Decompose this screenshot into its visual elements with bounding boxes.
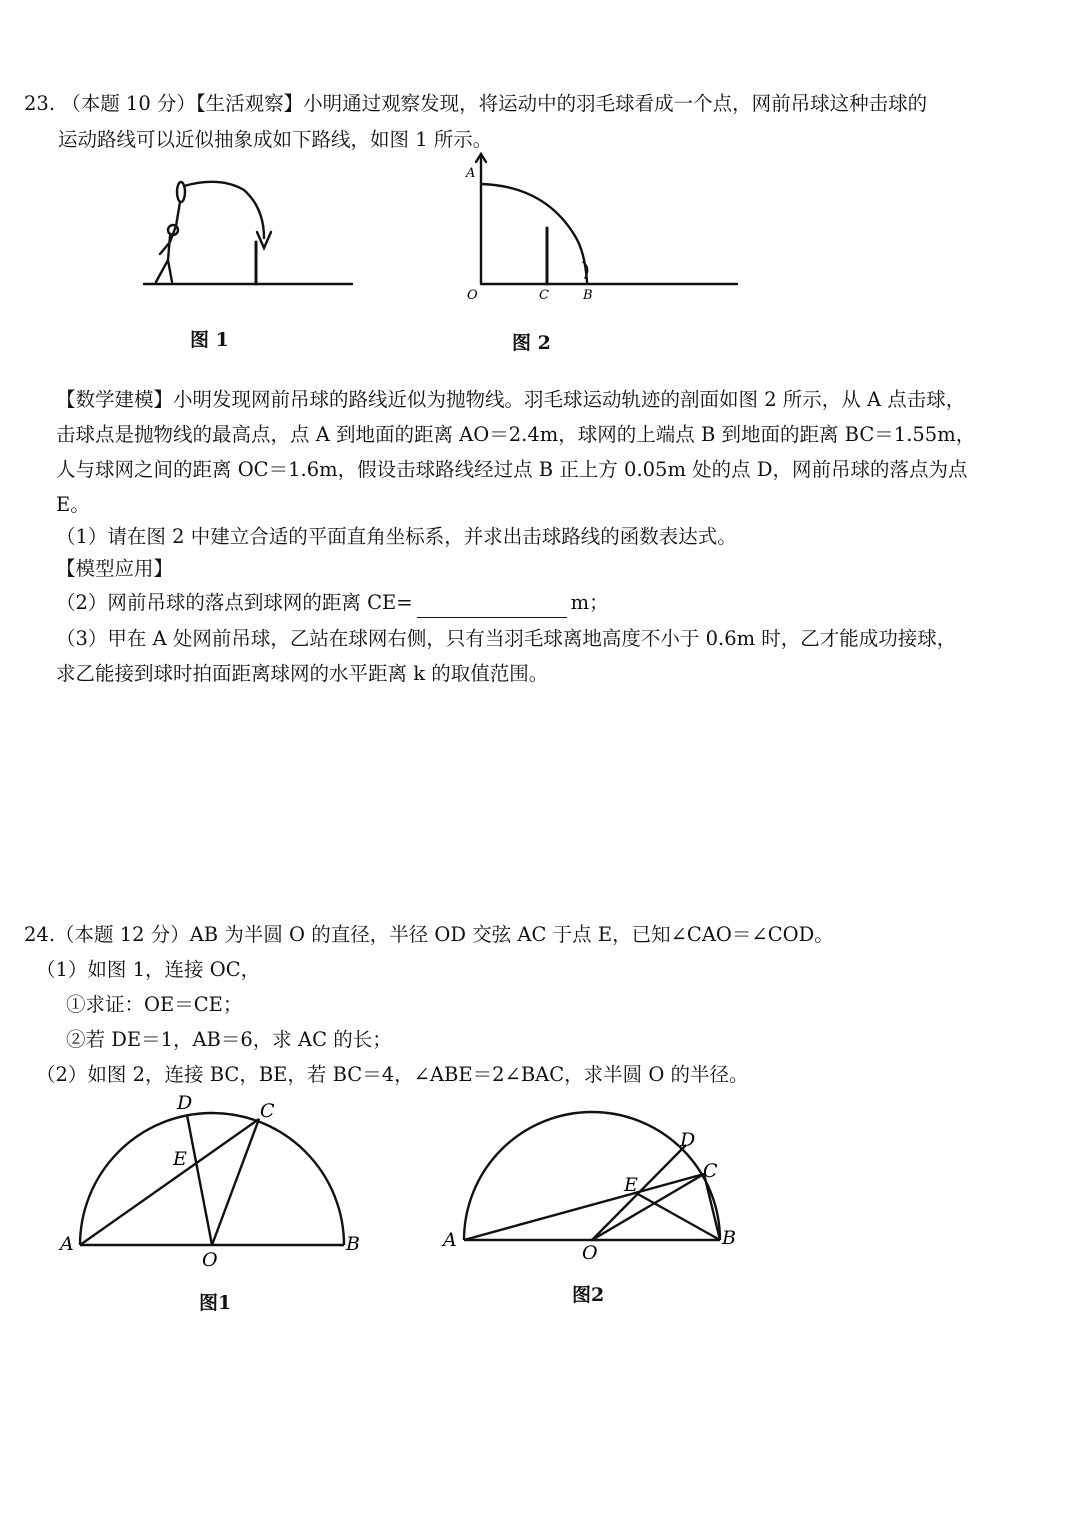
q23-intro-line2: 运动路线可以近似抽象成如下路线，如图 1 所示。 xyxy=(58,128,493,151)
segment-BC xyxy=(704,1174,720,1240)
segment-OD xyxy=(187,1115,212,1245)
label-D: D xyxy=(177,1092,193,1114)
q24-figure-1 xyxy=(50,1090,380,1275)
q24-intro: 24.（本题 12 分）AB 为半圆 O 的直径，半径 OD 交弦 AC 于点 E，已知∠CAO＝∠COD。 xyxy=(24,923,834,946)
label-A: A xyxy=(466,166,476,181)
q24-figure-2-caption: 图2 xyxy=(572,1284,605,1306)
chord-AC xyxy=(80,1119,259,1245)
chord-AC xyxy=(464,1174,704,1240)
q23-model-apply: 【模型应用】 xyxy=(56,557,174,580)
q24-figure-2 xyxy=(440,1090,760,1275)
q23-figure-1 xyxy=(140,170,360,295)
label-B: B xyxy=(722,1227,736,1249)
label-C: C xyxy=(260,1100,275,1122)
q24-figure-1-caption: 图1 xyxy=(199,1292,232,1314)
person-body xyxy=(156,226,176,282)
q23-part2-text: （2）网前吊球的落点到球网的距离 CE= xyxy=(56,591,413,614)
q23-intro-line1: 23. （本题 10 分）【生活观察】小明通过观察发现，将运动中的羽毛球看成一个点，网前吊球这种击球的 xyxy=(24,92,928,115)
q23-part1: （1）请在图 2 中建立合适的平面直角坐标系，并求出击球路线的函数表达式。 xyxy=(56,525,737,548)
label-C: C xyxy=(703,1160,718,1182)
label-B: B xyxy=(346,1233,360,1255)
q23-model-line1: 【数学建模】小明发现网前吊球的路线近似为抛物线。羽毛球运动轨迹的剖面如图 2 所示，从 A 点击球， xyxy=(56,388,966,411)
label-A: A xyxy=(443,1229,457,1251)
q23-part3-line2: 求乙能接到球时拍面距离球网的水平距离 k 的取值范围。 xyxy=(56,662,549,685)
label-B: B xyxy=(583,288,593,303)
segment-OC xyxy=(212,1119,259,1245)
q23-part2-answer-blank[interactable] xyxy=(417,597,567,618)
shuttle-path xyxy=(184,182,264,238)
label-C: C xyxy=(539,288,549,303)
q24-part2: （2）如图 2，连接 BC，BE，若 BC＝4，∠ABE＝2∠BAC，求半圆 O 的半径。 xyxy=(36,1063,749,1086)
q23-figure-2-caption: 图 2 xyxy=(512,332,551,354)
q23-model-line3: 人与球网之间的距离 OC＝1.6m，假设击球路线经过点 B 正上方 0.05m 处的点 D，网前吊球的落点为点 xyxy=(56,458,968,481)
q24-part1: （1）如图 1，连接 OC， xyxy=(36,958,261,981)
label-O: O xyxy=(467,288,478,303)
parabola-path xyxy=(481,184,587,282)
label-A: A xyxy=(60,1233,74,1255)
q23-part2-unit: m； xyxy=(570,591,609,614)
q23-model-line2: 击球点是抛物线的最高点，点 A 到地面的距离 AO＝2.4m，球网的上端点 B 到地面的距离 BC＝1.55m， xyxy=(56,423,976,446)
q24-sub1: ①求证：OE＝CE； xyxy=(66,993,243,1016)
q23-part3-line1: （3）甲在 A 处网前吊球，乙站在球网右侧，只有当羽毛球离地高度不小于 0.6m 时，乙才能成功接球， xyxy=(56,627,957,650)
label-O: O xyxy=(202,1249,218,1271)
semicircle-arc xyxy=(80,1113,344,1245)
q23-figure-1-caption: 图 1 xyxy=(190,329,229,351)
label-O: O xyxy=(582,1242,598,1264)
racket-handle xyxy=(176,202,180,226)
q23-model-line4: E。 xyxy=(56,493,90,516)
segment-BE xyxy=(636,1193,720,1240)
label-E: E xyxy=(624,1174,638,1196)
label-E: E xyxy=(173,1148,187,1170)
q24-sub2: ②若 DE＝1，AB＝6，求 AC 的长； xyxy=(66,1028,392,1051)
q23-figure-2 xyxy=(455,150,745,310)
label-D: D xyxy=(680,1129,696,1151)
q23-part2 xyxy=(56,588,609,618)
